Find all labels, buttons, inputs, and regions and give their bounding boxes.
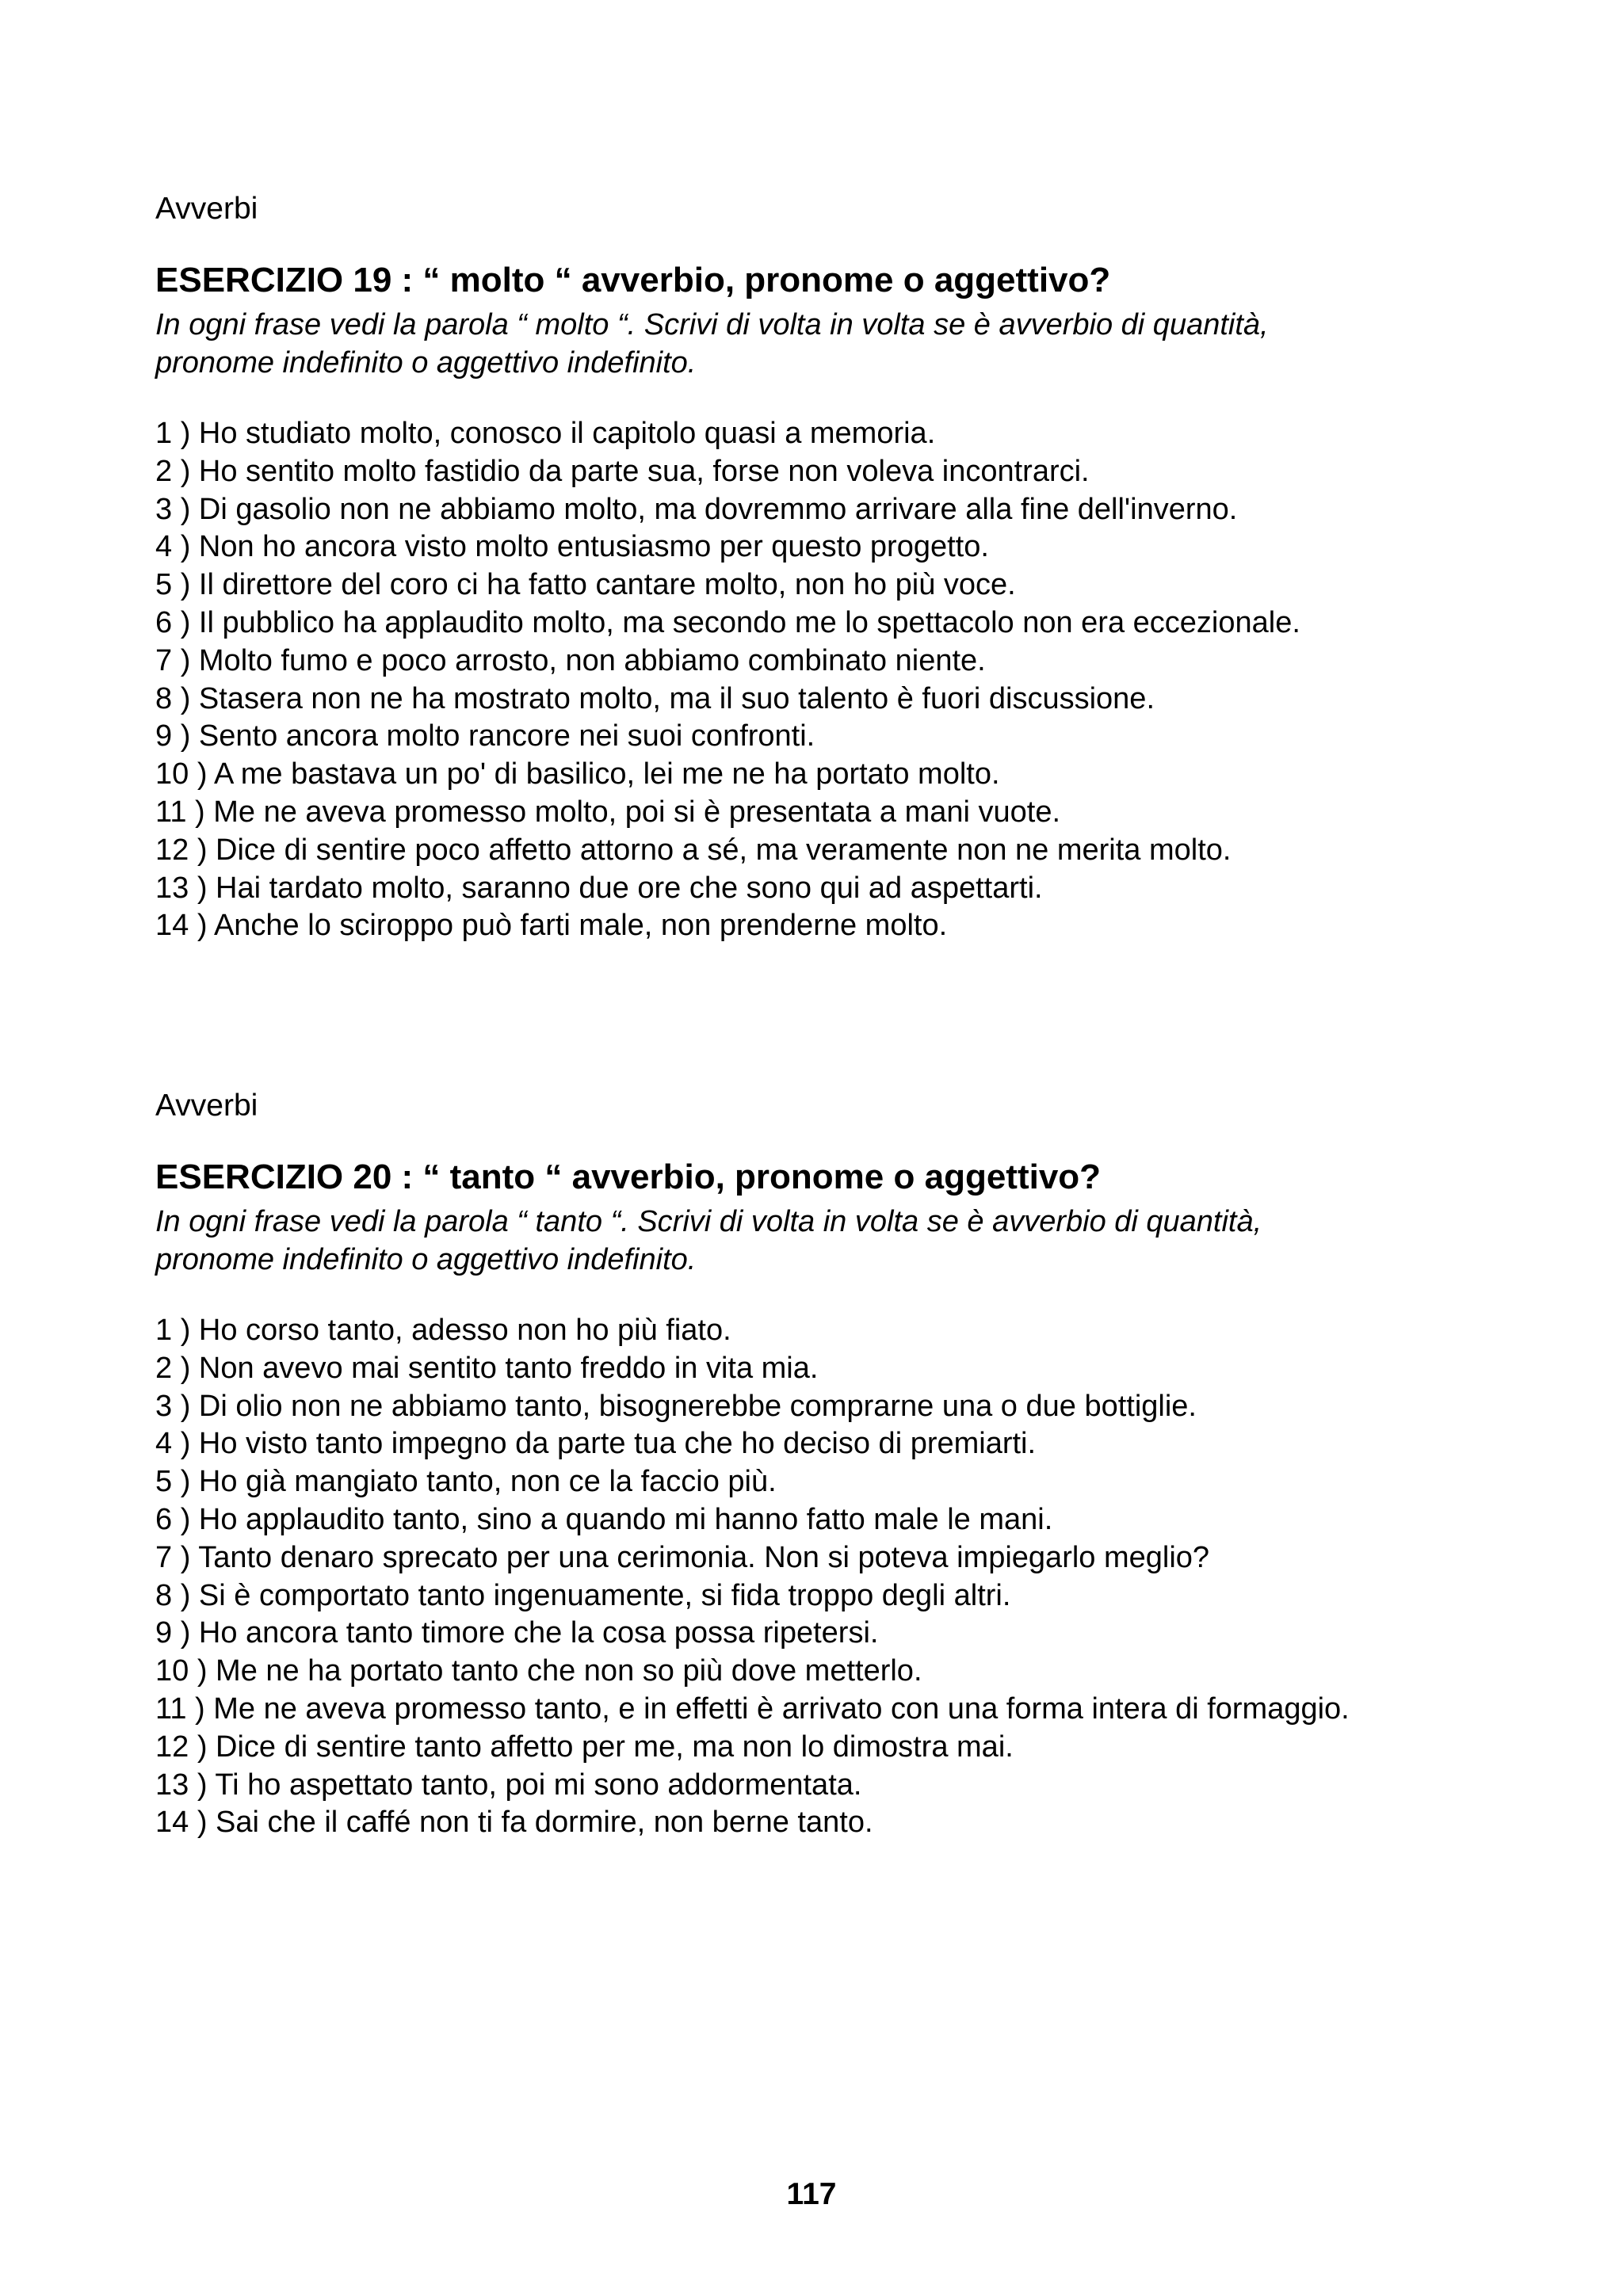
exercise-title: ESERCIZIO 20 : “ tanto “ avverbio, pronome o aggettivo?: [155, 1158, 1102, 1196]
section-label: Avverbi: [155, 192, 258, 226]
list-item: 10 ) Me ne ha portato tanto che non so più dove metterlo.: [155, 1654, 922, 1688]
list-item: 5 ) Il direttore del coro ci ha fatto cantare molto, non ho più voce.: [155, 568, 1016, 602]
list-item: 10 ) A me bastava un po' di basilico, lei me ne ha portato molto.: [155, 757, 1000, 791]
list-item: 1 ) Ho studiato molto, conosco il capitolo quasi a memoria.: [155, 417, 936, 450]
instructions-line: pronome indefinito o aggettivo indefinito.: [155, 1243, 697, 1276]
list-item: 7 ) Tanto denaro sprecato per una cerimonia. Non si poteva impiegarlo meglio?: [155, 1540, 1210, 1574]
sentence-list: [155, 415, 1503, 945]
exercise-20: [155, 1087, 1503, 1842]
exercise-instructions: [155, 1203, 1503, 1279]
list-item: 11 ) Me ne aveva promesso tanto, e in effetti è arrivato con una forma intera di formaggio.: [155, 1691, 1350, 1726]
page-number: 117: [786, 2177, 837, 2211]
instructions-line: pronome indefinito o aggettivo indefinito.: [155, 346, 697, 379]
list-item: 6 ) Ho applaudito tanto, sino a quando mi hanno fatto male le mani.: [155, 1502, 1053, 1536]
list-item: 11 ) Me ne aveva promesso molto, poi si è presentata a mani vuote.: [155, 795, 1061, 829]
exercise-title: ESERCIZIO 19 : “ molto “ avverbio, pronome o aggettivo?: [155, 261, 1111, 299]
list-item: 13 ) Ti ho aspettato tanto, poi mi sono addormentata.: [155, 1768, 862, 1802]
list-item: 8 ) Stasera non ne ha mostrato molto, ma il suo talento è fuori discussione.: [155, 681, 1155, 715]
list-item: 2 ) Ho sentito molto fastidio da parte sua, forse non voleva incontrarci.: [155, 454, 1090, 488]
list-item: 6 ) Il pubblico ha applaudito molto, ma secondo me lo spettacolo non era eccezionale.: [155, 605, 1300, 639]
list-item: 9 ) Ho ancora tanto timore che la cosa possa ripetersi.: [155, 1616, 879, 1650]
list-item: 3 ) Di gasolio non ne abbiamo molto, ma dovremmo arrivare alla fine dell'inverno.: [155, 492, 1238, 526]
list-item: 14 ) Anche lo sciroppo può farti male, non prenderne molto.: [155, 909, 948, 943]
list-item: 12 ) Dice di sentire tanto affetto per me, ma non lo dimostra mai.: [155, 1730, 1014, 1764]
exercise-19: [155, 190, 1503, 945]
section-label: Avverbi: [155, 1089, 258, 1123]
list-item: 1 ) Ho corso tanto, adesso non ho più fiato.: [155, 1314, 731, 1347]
sentence-list: [155, 1312, 1503, 1842]
list-item: 9 ) Sento ancora molto rancore nei suoi confronti.: [155, 719, 815, 753]
instructions-line: In ogni frase vedi la parola “ tanto “. Scrivi di volta in volta se è avverbio di quantità,: [155, 1205, 1262, 1238]
instructions-line: In ogni frase vedi la parola “ molto “. Scrivi di volta in volta se è avverbio di quantità,: [155, 308, 1269, 341]
list-item: 7 ) Molto fumo e poco arrosto, non abbiamo combinato niente.: [155, 643, 986, 677]
exercise-instructions: [155, 306, 1503, 382]
list-item: 4 ) Non ho ancora visto molto entusiasmo per questo progetto.: [155, 530, 989, 564]
list-item: 12 ) Dice di sentire poco affetto attorno a sé, ma veramente non ne merita molto.: [155, 833, 1232, 867]
list-item: 2 ) Non avevo mai sentito tanto freddo in vita mia.: [155, 1351, 819, 1385]
list-item: 14 ) Sai che il caffé non ti fa dormire, non berne tanto.: [155, 1806, 873, 1840]
list-item: 8 ) Si è comportato tanto ingenuamente, si fida troppo degli altri.: [155, 1578, 1011, 1612]
list-item: 13 ) Hai tardato molto, saranno due ore che sono qui ad aspettarti.: [155, 871, 1043, 905]
list-item: 3 ) Di olio non ne abbiamo tanto, bisognerebbe comprarne una o due bottiglie.: [155, 1389, 1197, 1423]
list-item: 4 ) Ho visto tanto impegno da parte tua che ho deciso di premiarti.: [155, 1427, 1037, 1461]
list-item: 5 ) Ho già mangiato tanto, non ce la faccio più.: [155, 1465, 777, 1499]
